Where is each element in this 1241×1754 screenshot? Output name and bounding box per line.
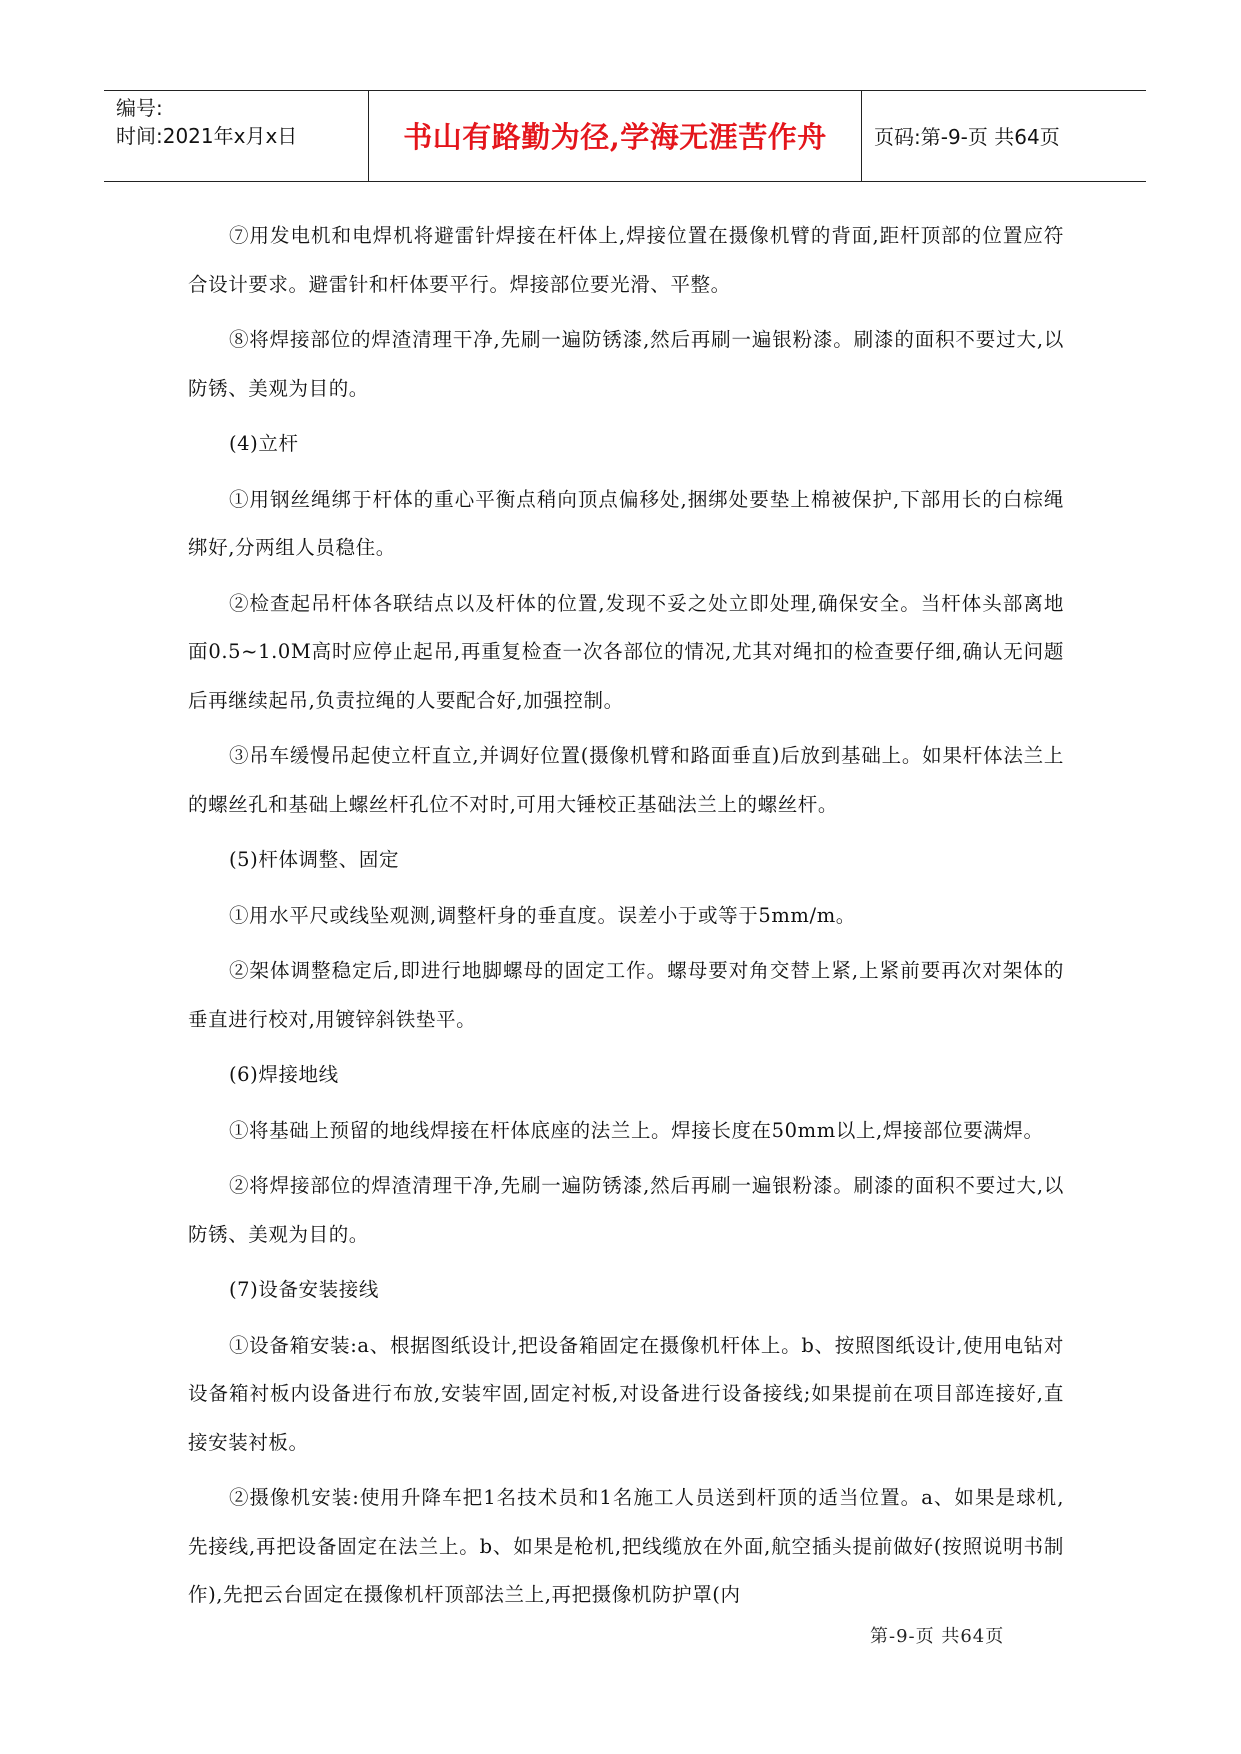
section-heading: (4)立杆 [228,432,299,455]
paragraph: ①设备箱安装:a、根据图纸设计,把设备箱固定在摄像机杆体上。b、按照图纸设计,使用电钻对设备箱衬板内设备进行布放,安装牢固,固定衬板,对设备进行设备接线;如果提前在项目部连接好,直接安装衬板。 [188,1333,1064,1454]
header-divider-right [861,91,862,181]
header-meta [116,95,297,149]
paragraph: ②将焊接部位的焊渣清理干净,先刷一遍防锈漆,然后再刷一遍银粉漆。刷漆的面积不要过大,以防锈、美观为目的。 [188,1174,1064,1246]
paragraph: ①用钢丝绳绑于杆体的重心平衡点稍向顶点偏移处,捆绑处要垫上棉被保护,下部用长的白棕绳绑好,分两组人员稳住。 [188,487,1064,559]
paragraph: ②架体调整稳定后,即进行地脚螺母的固定工作。螺母要对角交替上紧,上紧前要再次对架体的垂直进行校对,用镀锌斜铁垫平。 [188,959,1064,1031]
section-heading: (6)焊接地线 [228,1063,339,1086]
paragraph: ①将基础上预留的地线焊接在杆体底座的法兰上。焊接长度在50mm以上,焊接部位要满焊。 [228,1118,1044,1142]
header-motto: 书山有路勤为径,学海无涯苦作舟 [403,120,827,154]
document-time-label: 时间:2021年x月x日 [116,124,298,148]
paragraph: ②检查起吊杆体各联结点以及杆体的位置,发现不妥之处立即处理,确保安全。当杆体头部离地面0.5~1.0M高时应停止起吊,再重复检查一次各部位的情况,尤其对绳扣的检查要仔细,确认无问题后再继续起吊,负责拉绳的人要配合好,加强控制。 [188,591,1064,712]
paragraph: ③吊车缓慢吊起使立杆直立,并调好位置(摄像机臂和路面垂直)后放到基础上。如果杆体法兰上的螺丝孔和基础上螺丝杆孔位不对时,可用大锤校正基础法兰上的螺丝杆。 [188,744,1064,816]
section-heading: (5)杆体调整、固定 [228,848,400,871]
page-footer-number: 第-9-页 共64页 [870,1626,1005,1647]
document-number-label: 编号: [116,96,163,120]
header-page-code: 页码:第-9-页 共64页 [874,125,1060,149]
section-heading: (7)设备安装接线 [228,1278,379,1301]
page-header [104,90,1146,182]
paragraph: ②摄像机安装:使用升降车把1名技术员和1名施工人员送到杆顶的适当位置。a、如果是球机,先接线,再把设备固定在法兰上。b、如果是枪机,把线缆放在外面,航空插头提前做好(按照说明书制作),先把云台固定在摄像机杆顶部法兰上,再把摄像机防护罩(内 [188,1486,1064,1606]
paragraph: ⑦用发电机和电焊机将避雷针焊接在杆体上,焊接位置在摄像机臂的背面,距杆顶部的位置应符合设计要求。避雷针和杆体要平行。焊接部位要光滑、平整。 [188,224,1064,296]
header-divider-left [368,91,369,181]
document-body [188,212,1064,1627]
paragraph: ①用水平尺或线坠观测,调整杆身的垂直度。误差小于或等于5mm/m。 [228,903,856,927]
paragraph: ⑧将焊接部位的焊渣清理干净,先刷一遍防锈漆,然后再刷一遍银粉漆。刷漆的面积不要过大,以防锈、美观为目的。 [188,328,1064,400]
